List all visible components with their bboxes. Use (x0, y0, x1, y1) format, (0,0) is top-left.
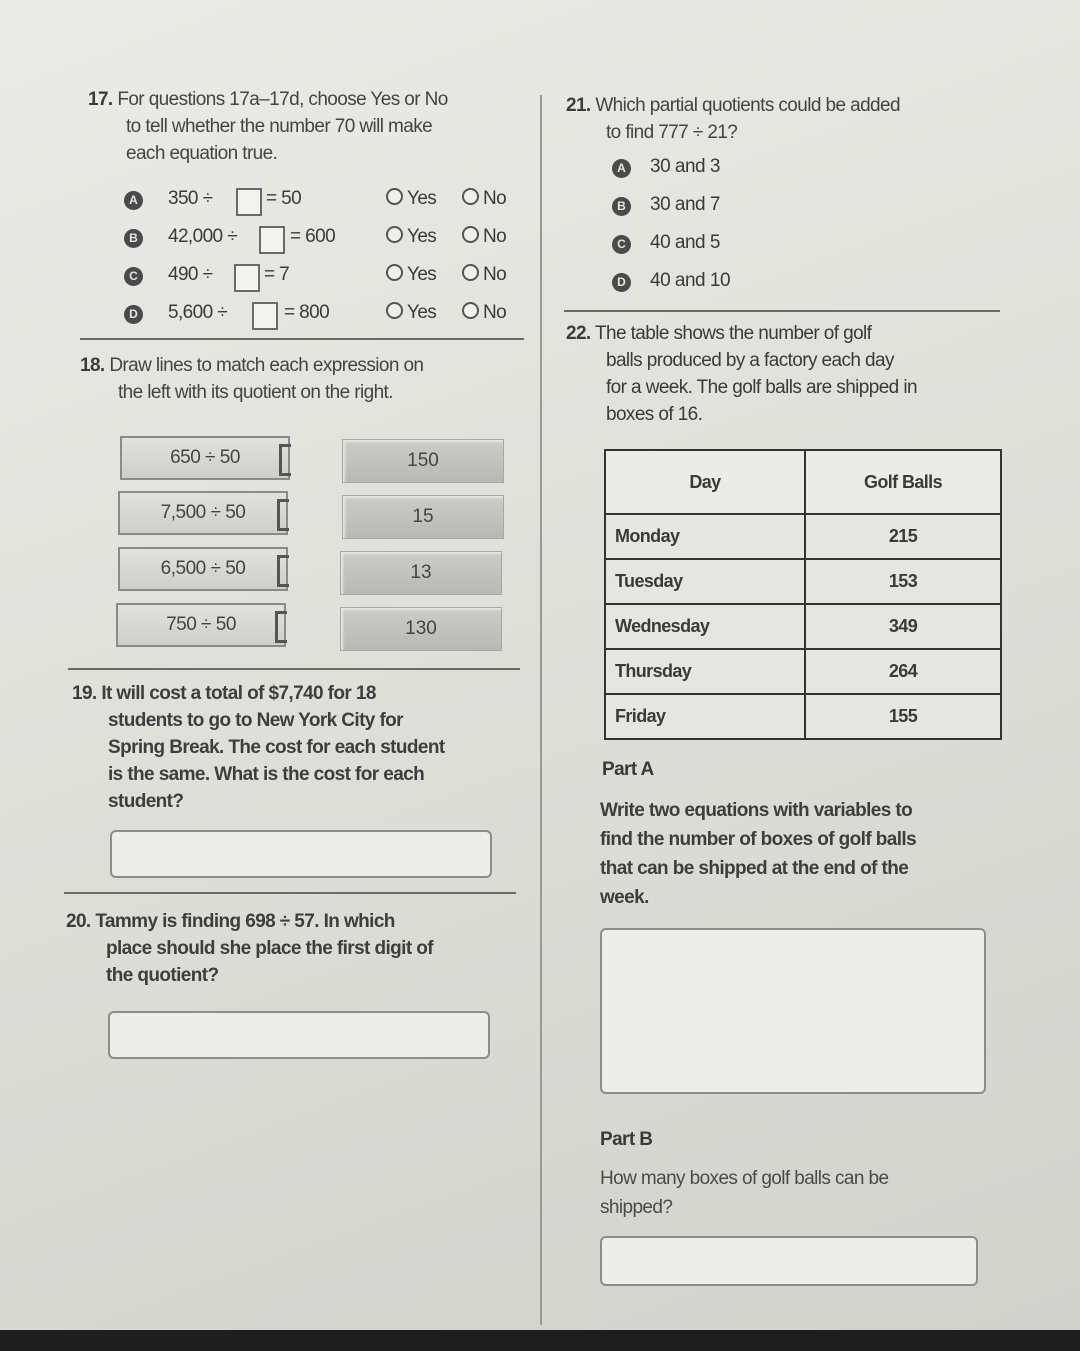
radio-icon (462, 226, 479, 243)
expression-box-1[interactable] (120, 436, 290, 480)
q21-option-c[interactable] (612, 232, 912, 260)
q17b-yes-option[interactable] (386, 226, 436, 248)
golf-balls-table (604, 449, 1002, 740)
part-b-prompt (600, 1164, 1020, 1222)
q22-prompt-line-2: balls produced by a factory each day (606, 350, 894, 371)
q17-prompt-line-1: For questions 17a–17d, choose Yes or No (117, 89, 448, 110)
section-rule (64, 892, 516, 894)
q21-prompt (566, 92, 1006, 146)
q22-prompt-line-1: The table shows the number of golf (594, 323, 872, 344)
q19-number: 19. (72, 683, 97, 704)
yes-label: Yes (407, 226, 437, 247)
quotient-text: 130 (405, 618, 437, 639)
q21-number: 21. (566, 95, 591, 116)
q21-option-b[interactable] (612, 194, 912, 222)
part-a-line-3: that can be shipped at the end of the (600, 858, 909, 879)
part-a-line-1: Write two equations with variables to (600, 800, 913, 821)
q17b-answer-box[interactable] (259, 226, 285, 254)
yes-label: Yes (407, 302, 437, 323)
q17c-no-option[interactable] (462, 264, 506, 286)
radio-icon (386, 188, 403, 205)
q18-prompt (80, 352, 530, 406)
option-letter-b: B (124, 229, 143, 248)
connector-bracket-icon (275, 611, 287, 643)
q17d-rhs: = 800 (284, 302, 330, 323)
q17-prompt (88, 86, 528, 167)
expression-text: 750 ÷ 50 (166, 614, 236, 635)
q21-prompt-line-2: to find 777 ÷ 21? (606, 122, 738, 143)
q17c-rhs: = 7 (264, 264, 290, 285)
table-row (605, 649, 1001, 694)
q17a-rhs: = 50 (266, 188, 302, 209)
connector-bracket-icon (279, 444, 291, 476)
q17a-answer-box[interactable] (236, 188, 262, 216)
expression-box-3[interactable] (118, 547, 288, 591)
q17d-no-option[interactable] (462, 302, 506, 324)
part-a-prompt (600, 796, 1020, 912)
yes-label: Yes (407, 264, 437, 285)
balls-cell: 215 (805, 514, 1001, 559)
expression-box-2[interactable] (118, 491, 288, 535)
q17-row-a (124, 188, 524, 218)
quotient-text: 13 (410, 562, 432, 583)
part-b-answer-field[interactable] (600, 1236, 978, 1286)
q17-number: 17. (88, 89, 113, 110)
q19-prompt-line-1: It will cost a total of $7,740 for 18 (101, 683, 376, 704)
q20-number: 20. (66, 911, 91, 932)
balls-cell: 264 (805, 649, 1001, 694)
table-row (605, 559, 1001, 604)
q20-answer-field[interactable] (108, 1011, 490, 1059)
day-cell: Wednesday (605, 604, 805, 649)
q17-prompt-line-3: each equation true. (126, 143, 278, 164)
expression-text: 650 ÷ 50 (170, 447, 240, 468)
q18-number: 18. (80, 355, 105, 376)
q17b-dividend: 42,000 ÷ (168, 226, 238, 247)
table-row (605, 514, 1001, 559)
part-a-line-2: find the number of boxes of golf balls (600, 829, 917, 850)
expression-box-4[interactable] (116, 603, 286, 647)
expression-text: 7,500 ÷ 50 (160, 502, 246, 523)
quotient-box-3[interactable] (340, 551, 502, 595)
option-letter-b: B (612, 197, 631, 216)
part-a-label: Part A (602, 759, 654, 780)
quotient-box-4[interactable] (340, 607, 502, 651)
radio-icon (462, 188, 479, 205)
balls-cell: 155 (805, 694, 1001, 739)
connector-bracket-icon (277, 555, 289, 587)
quotient-text: 150 (407, 450, 439, 471)
q21-option-d[interactable] (612, 270, 912, 298)
quotient-box-1[interactable] (342, 439, 504, 483)
q18-prompt-line-1: Draw lines to match each expression on (109, 355, 424, 376)
no-label: No (483, 188, 507, 209)
q21-option-a[interactable] (612, 156, 912, 184)
q19-prompt-line-5: student? (108, 791, 184, 812)
part-a-answer-field[interactable] (600, 928, 986, 1094)
q17d-dividend: 5,600 ÷ (168, 302, 228, 323)
q22-prompt-line-4: boxes of 16. (606, 404, 703, 425)
option-letter-d: D (124, 305, 143, 324)
day-cell: Thursday (605, 649, 805, 694)
quotient-text: 15 (412, 506, 434, 527)
header-golf-balls: Golf Balls (805, 450, 1001, 514)
q19-prompt-line-4: is the same. What is the cost for each (108, 764, 425, 785)
q19-prompt-line-2: students to go to New York City for (108, 710, 403, 731)
expression-text: 6,500 ÷ 50 (160, 558, 246, 579)
radio-icon (386, 264, 403, 281)
part-a-line-4: week. (600, 887, 649, 908)
q22-prompt (566, 320, 1016, 428)
page-shadow-edge (0, 1330, 1080, 1351)
q17-prompt-line-2: to tell whether the number 70 will make (126, 116, 433, 137)
q19-prompt (72, 680, 532, 815)
balls-cell: 349 (805, 604, 1001, 649)
option-text: 40 and 10 (650, 270, 731, 291)
q21-prompt-line-1: Which partial quotients could be added (595, 95, 900, 116)
q19-prompt-line-3: Spring Break. The cost for each student (108, 737, 445, 758)
section-rule (564, 310, 1000, 312)
q22-number: 22. (566, 323, 591, 344)
q17d-yes-option[interactable] (386, 302, 436, 324)
q20-prompt-line-3: the quotient? (106, 965, 219, 986)
no-label: No (483, 226, 507, 247)
option-text: 40 and 5 (650, 232, 720, 253)
column-divider (540, 95, 542, 1325)
no-label: No (483, 264, 507, 285)
section-rule (80, 338, 524, 340)
radio-icon (462, 264, 479, 281)
part-b-line-1: How many boxes of golf balls can be (600, 1168, 889, 1189)
yes-label: Yes (407, 188, 437, 209)
option-letter-d: D (612, 273, 631, 292)
table-row (605, 694, 1001, 739)
q19-answer-field[interactable] (110, 830, 492, 878)
q17c-dividend: 490 ÷ (168, 264, 213, 285)
connector-bracket-icon (277, 499, 289, 531)
no-label: No (483, 302, 507, 323)
day-cell: Friday (605, 694, 805, 739)
balls-cell: 153 (805, 559, 1001, 604)
radio-icon (386, 226, 403, 243)
option-text: 30 and 7 (650, 194, 720, 215)
q17a-no-option[interactable] (462, 188, 506, 210)
radio-icon (462, 302, 479, 319)
q17-row-d (124, 302, 524, 332)
option-letter-c: C (612, 235, 631, 254)
day-cell: Tuesday (605, 559, 805, 604)
quotient-box-2[interactable] (342, 495, 504, 539)
q20-prompt (66, 908, 526, 989)
q17c-answer-box[interactable] (234, 264, 260, 292)
q17-row-b (124, 226, 524, 256)
q20-prompt-line-2: place should she place the first digit of (106, 938, 433, 959)
option-letter-a: A (612, 159, 631, 178)
q17c-yes-option[interactable] (386, 264, 436, 286)
table-row (605, 604, 1001, 649)
q18-prompt-line-2: the left with its quotient on the right. (118, 382, 393, 403)
q17a-yes-option[interactable] (386, 188, 436, 210)
option-text: 30 and 3 (650, 156, 720, 177)
option-letter-a: A (124, 191, 143, 210)
q22-prompt-line-3: for a week. The golf balls are shipped in (606, 377, 917, 398)
section-rule (68, 668, 520, 670)
radio-icon (386, 302, 403, 319)
day-cell: Monday (605, 514, 805, 559)
q17a-dividend: 350 ÷ (168, 188, 213, 209)
q17d-answer-box[interactable] (252, 302, 278, 330)
table-header-row (605, 450, 1001, 514)
header-day: Day (605, 450, 805, 514)
q17b-no-option[interactable] (462, 226, 506, 248)
part-b-line-2: shipped? (600, 1197, 673, 1218)
q17b-rhs: = 600 (290, 226, 336, 247)
option-letter-c: C (124, 267, 143, 286)
part-b-label: Part B (600, 1129, 653, 1150)
q17-row-c (124, 264, 524, 294)
q20-prompt-line-1: Tammy is finding 698 ÷ 57. In which (95, 911, 395, 932)
